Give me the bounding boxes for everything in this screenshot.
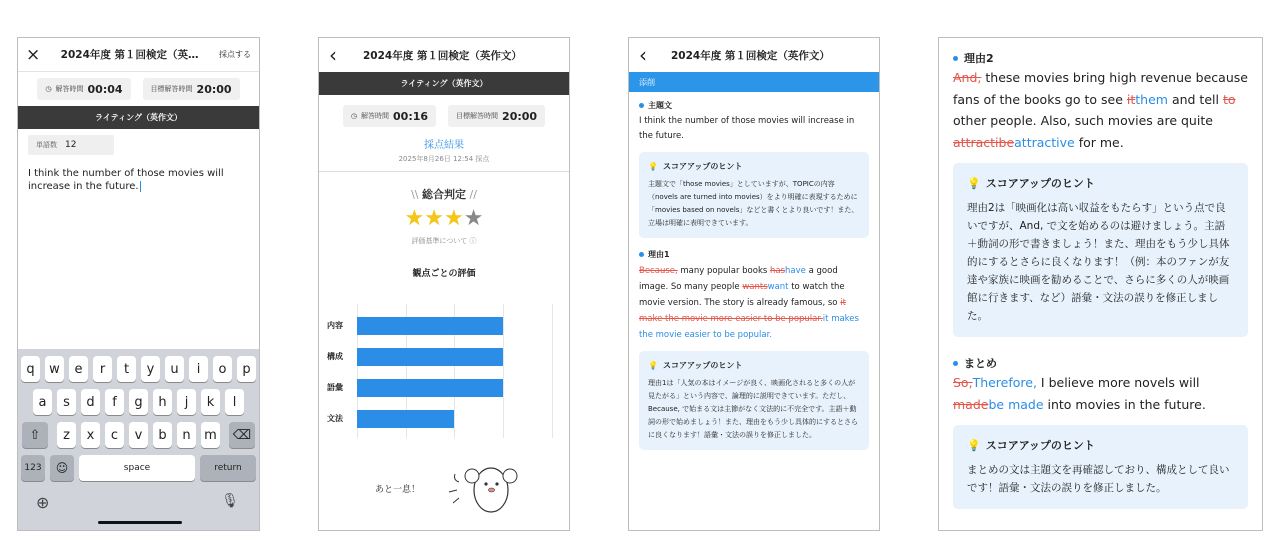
chart-bar bbox=[357, 410, 454, 428]
key-a[interactable]: a bbox=[33, 389, 52, 415]
lightbulb-icon: 💡 bbox=[967, 439, 981, 452]
clock-icon: ◷ bbox=[45, 85, 52, 93]
target-time-value: 20:00 bbox=[502, 109, 538, 123]
inserted-text: Therefore, bbox=[972, 375, 1037, 390]
keyboard bbox=[18, 349, 259, 530]
deleted-text: Because, bbox=[639, 266, 678, 276]
hint-box bbox=[953, 425, 1248, 509]
reason2-heading bbox=[953, 50, 1248, 66]
result-screen bbox=[318, 37, 570, 531]
key-l[interactable]: l bbox=[225, 389, 244, 415]
header bbox=[18, 38, 259, 72]
key-m[interactable]: m bbox=[201, 422, 220, 448]
deleted-text: attractibe bbox=[953, 134, 1015, 150]
chart-category-label: 語彙 bbox=[327, 383, 343, 392]
chart-track bbox=[357, 410, 559, 428]
timer-row bbox=[319, 95, 569, 133]
correction-screen-continued bbox=[938, 37, 1263, 531]
mascot-area bbox=[375, 460, 535, 524]
reason1-heading bbox=[639, 249, 869, 260]
plain-text: these movies bring high revenue because fans of the books go to see bbox=[953, 70, 1248, 107]
section-bar: ライティング（英作文） bbox=[18, 106, 259, 129]
plain-text: I believe more novels will bbox=[1036, 375, 1200, 390]
plain-text: a good image. So many people bbox=[639, 266, 838, 292]
lightbulb-icon: 💡 bbox=[648, 162, 658, 171]
hint-title bbox=[967, 437, 1234, 455]
section-bar: ライティング（英作文） bbox=[319, 72, 569, 95]
grade-button[interactable]: 採点する bbox=[218, 50, 251, 59]
deco-left: \\ bbox=[411, 188, 422, 201]
page-title: 2024年度 第１回検定（英… bbox=[60, 49, 199, 61]
key-j[interactable]: j bbox=[177, 389, 196, 415]
space-key[interactable]: space bbox=[79, 455, 195, 481]
key-n[interactable]: n bbox=[177, 422, 196, 448]
globe-icon[interactable]: ⊕ bbox=[36, 493, 50, 512]
hint-title bbox=[648, 359, 860, 372]
hint-text: 主題文で「those movies」としていますが、TOPICの内容（novels are turned into movies）をより明確に表現するために「movies based on novels」などと書くとより良いです！また、立場は明確に表明できています。 bbox=[648, 180, 859, 227]
star-empty-icon: ★ bbox=[463, 206, 484, 231]
summary-heading-text: まとめ bbox=[964, 357, 997, 370]
hint-box bbox=[953, 163, 1248, 337]
chart-title: 観点ごとの評価 bbox=[412, 269, 476, 279]
answer-time-label: 解答時間 bbox=[361, 112, 390, 120]
inserted-text: be made bbox=[988, 396, 1044, 412]
key-i[interactable]: i bbox=[189, 356, 208, 382]
key-w[interactable]: w bbox=[45, 356, 64, 382]
hint-title-text: スコアアップのヒント bbox=[985, 177, 1095, 190]
backspace-key[interactable]: ⌫ bbox=[229, 422, 255, 448]
numbers-key[interactable]: 123 bbox=[21, 455, 45, 481]
wordcount-label: 単語数 bbox=[36, 141, 57, 149]
summary-heading bbox=[953, 355, 1248, 371]
criteria-link[interactable] bbox=[319, 236, 569, 246]
emoji-icon[interactable]: ☺ bbox=[50, 455, 74, 481]
key-c[interactable]: c bbox=[105, 422, 124, 448]
header bbox=[319, 38, 569, 72]
microphone-icon[interactable]: 🎙 bbox=[221, 493, 239, 509]
hint-text: 理由2は「映画化は高い収益をもたらす」という点で良いですが、And, で文を始めるのは避けましょう。主語＋動詞の形で書きましょう！また、理由をもう少し具体的にするとさらに良くなります！（例：本のファンが友達や家族に映画を勧めることで、さらに多くの人が映画館に行きます、など）語彙・文法の誤りを修正しました。 bbox=[967, 202, 1230, 322]
writing-screen bbox=[17, 37, 260, 531]
plain-text: for me. bbox=[1074, 134, 1124, 150]
key-x[interactable]: x bbox=[81, 422, 100, 448]
hint-text: まとめの文は主題文を再確認しており、構成として良いです！語彙・文法の誤りを修正しました。 bbox=[967, 464, 1230, 494]
keyboard-row-1 bbox=[18, 356, 259, 382]
key-z[interactable]: z bbox=[57, 422, 76, 448]
answer-time bbox=[343, 105, 436, 127]
timer-row bbox=[18, 72, 259, 106]
target-time-label: 目標解答時間 bbox=[456, 112, 499, 120]
key-k[interactable]: k bbox=[201, 389, 220, 415]
info-icon: ⓘ bbox=[469, 237, 477, 245]
chart-row bbox=[327, 310, 559, 341]
correction-screen bbox=[628, 37, 880, 531]
hint-title bbox=[648, 160, 860, 173]
deleted-text: wants bbox=[742, 282, 768, 292]
keyboard-row-2 bbox=[18, 389, 259, 415]
keyboard-letters-3 bbox=[57, 422, 220, 448]
criteria-link-text: 評価基準について bbox=[411, 237, 468, 245]
target-time bbox=[448, 105, 545, 127]
chart-track bbox=[357, 379, 559, 397]
deleted-text: it bbox=[1126, 91, 1136, 107]
chart-row bbox=[327, 341, 559, 372]
summary-text bbox=[953, 372, 1248, 415]
criteria-chart bbox=[327, 310, 559, 434]
inserted-text: it makes the movie easier to be popular. bbox=[639, 314, 859, 340]
plain-text: into movies in the future. bbox=[1043, 396, 1206, 412]
inserted-text: attractive bbox=[1014, 134, 1075, 150]
correction-body bbox=[939, 38, 1262, 509]
answer-text: I think the number of those movies will increase in the future. bbox=[28, 168, 224, 192]
topic-heading bbox=[639, 100, 869, 111]
answer-time-value: 00:16 bbox=[393, 109, 429, 123]
deleted-text: made bbox=[953, 396, 989, 412]
key-q[interactable]: q bbox=[21, 356, 40, 382]
hint-title bbox=[967, 175, 1234, 193]
wordcount-value: 12 bbox=[65, 140, 77, 150]
deleted-text: has bbox=[770, 266, 786, 276]
keyboard-row-3 bbox=[18, 422, 259, 448]
chart-track bbox=[357, 348, 559, 366]
result-date: 2025年8月26日 12:54 採点 bbox=[398, 155, 490, 163]
header bbox=[629, 38, 879, 72]
hint-text: 理由1は「人気の本はイメージが良く、映画化されると多くの人が見たがる」という内容で、論理的に説明できています。ただし、Because, で始まる文は主節がなく文法的に不完全です。主語＋動詞の形で始めましょう！また、理由をもう少し具体的にするとさらに良くなります！語彙・文法の誤りを修正しました。 bbox=[648, 379, 858, 439]
target-time bbox=[143, 78, 240, 100]
reason1-heading-text: 理由1 bbox=[648, 250, 670, 259]
close-icon[interactable]: × bbox=[26, 44, 41, 65]
chart-track bbox=[357, 317, 559, 335]
key-y[interactable]: y bbox=[141, 356, 160, 382]
answer-textarea[interactable] bbox=[28, 167, 249, 193]
hint-box bbox=[639, 152, 869, 238]
shift-key[interactable]: ⇧ bbox=[22, 422, 48, 448]
deleted-text: to bbox=[1222, 91, 1236, 107]
key-e[interactable]: e bbox=[69, 356, 88, 382]
answer-time-value: 00:04 bbox=[87, 82, 123, 96]
correction-body bbox=[629, 92, 879, 450]
page-title: 2024年度 第１回検定（英作文） bbox=[671, 49, 830, 62]
wordcount-badge bbox=[28, 135, 114, 155]
plain-text: and tell bbox=[1167, 91, 1223, 107]
hint-box bbox=[639, 351, 869, 450]
lightbulb-icon: 💡 bbox=[648, 361, 658, 370]
chart-bar bbox=[357, 379, 503, 397]
hint-title-text: スコアアップのヒント bbox=[662, 361, 743, 370]
tab-correction[interactable]: 添削 bbox=[629, 72, 879, 92]
chart-category-label: 内容 bbox=[327, 321, 343, 330]
overall-title-text: 総合判定 bbox=[422, 188, 466, 201]
deco-right: // bbox=[466, 188, 477, 201]
bullet-dot bbox=[953, 361, 958, 366]
bullet-dot bbox=[639, 103, 644, 108]
topic-heading-text: 主題文 bbox=[648, 101, 672, 110]
key-r[interactable]: r bbox=[93, 356, 112, 382]
text-cursor bbox=[140, 181, 141, 192]
keyboard-row-4 bbox=[18, 455, 259, 481]
chart-bar bbox=[357, 317, 503, 335]
back-icon[interactable]: ‹ bbox=[639, 43, 647, 67]
plain-text: many popular books bbox=[677, 266, 771, 276]
answer-time bbox=[37, 78, 130, 100]
key-v[interactable]: v bbox=[129, 422, 148, 448]
plain-text: to watch the movie version. The story is already famous, so bbox=[639, 282, 845, 308]
reason1-text bbox=[639, 263, 869, 343]
chart-row bbox=[327, 372, 559, 403]
chart-category-label: 文法 bbox=[327, 414, 343, 423]
key-h[interactable]: h bbox=[153, 389, 172, 415]
deleted-text: So, bbox=[953, 375, 973, 390]
star-filled-icon: ★ bbox=[404, 206, 425, 231]
bullet-dot bbox=[953, 56, 958, 61]
deleted-text: And, bbox=[953, 70, 982, 85]
mascot-text: あと一息！ bbox=[375, 485, 421, 495]
keyboard-bottom bbox=[18, 481, 259, 512]
back-icon[interactable]: ‹ bbox=[329, 43, 337, 67]
key-f[interactable]: f bbox=[105, 389, 124, 415]
overall-title bbox=[319, 186, 569, 202]
reason2-heading-text: 理由2 bbox=[964, 52, 994, 65]
key-g[interactable]: g bbox=[129, 389, 148, 415]
chart-row bbox=[327, 403, 559, 434]
topic-text: I think the number of those movies will increase in the future. bbox=[639, 116, 855, 141]
key-s[interactable]: s bbox=[57, 389, 76, 415]
key-u[interactable]: u bbox=[165, 356, 184, 382]
key-o[interactable]: o bbox=[213, 356, 232, 382]
divider bbox=[319, 171, 569, 172]
hint-title-text: スコアアップのヒント bbox=[985, 439, 1095, 452]
chart-bar bbox=[357, 348, 503, 366]
mascot-image bbox=[447, 460, 527, 520]
bullet-dot bbox=[639, 252, 644, 257]
hint-title-text: スコアアップのヒント bbox=[662, 162, 743, 171]
deleted-text: it make the movie more easier to be popular. bbox=[639, 298, 846, 324]
inserted-text: them bbox=[1135, 91, 1168, 107]
answer-time-label: 解答時間 bbox=[55, 85, 84, 93]
reason2-text bbox=[953, 67, 1248, 153]
star-filled-icon: ★ bbox=[444, 206, 464, 231]
target-time-value: 20:00 bbox=[196, 82, 232, 96]
plain-text: other people. Also, such movies are quite bbox=[953, 113, 1213, 128]
key-d[interactable]: d bbox=[81, 389, 100, 415]
chart-category-label: 構成 bbox=[327, 352, 343, 361]
star-filled-icon: ★ bbox=[424, 206, 444, 231]
home-indicator bbox=[98, 521, 182, 524]
result-link[interactable]: 採点結果 bbox=[424, 140, 464, 151]
clock-icon: ◷ bbox=[350, 112, 358, 120]
inserted-text: want bbox=[767, 282, 789, 292]
key-b[interactable]: b bbox=[153, 422, 172, 448]
lightbulb-icon: 💡 bbox=[967, 177, 981, 190]
return-key[interactable]: return bbox=[200, 455, 256, 481]
target-time-label: 目標解答時間 bbox=[150, 85, 193, 93]
key-t[interactable]: t bbox=[117, 356, 136, 382]
inserted-text: have bbox=[785, 266, 806, 276]
page-title: 2024年度 第１回検定（英作文） bbox=[363, 49, 522, 62]
key-p[interactable]: p bbox=[237, 356, 256, 382]
star-rating bbox=[319, 208, 569, 230]
